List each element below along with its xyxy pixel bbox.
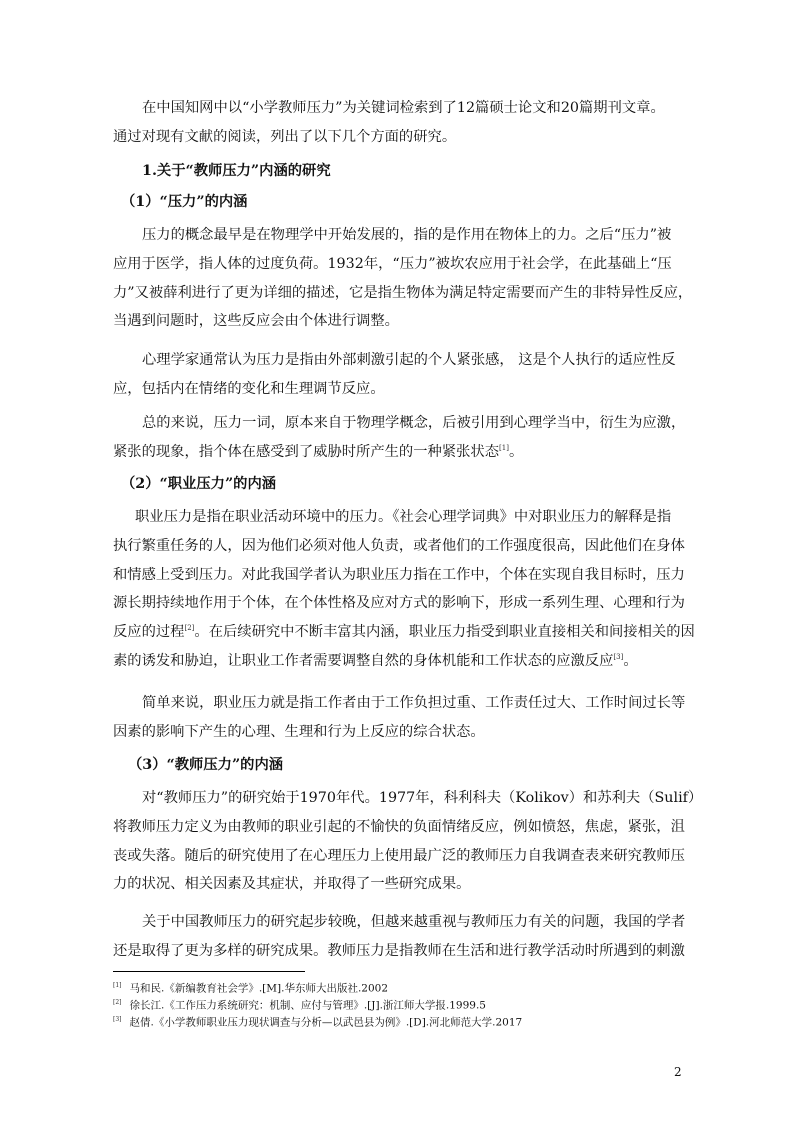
stress-paragraph-1 xyxy=(113,221,693,336)
text-line: 通过对现有文献的阅读，列出了以下几个方面的研究。 xyxy=(113,128,457,145)
text-fragment: 素的诱发和胁迫，让职业工作者需要调整自然的身体机能和工作状态的应激反应 xyxy=(113,652,614,669)
section-heading: 1.关于“教师压力”内涵的研究 xyxy=(142,163,331,179)
text-line: 压力的概念最早是在物理学中开始发展的，指的是作用在物体上的力。之后“压力”被 xyxy=(142,227,672,243)
text-line: 关于中国教师压力的研究起步较晚，但越来越重视与教师压力有关的问题，我国的学者 xyxy=(142,914,686,930)
subsection-heading-stress: （1）“压力”的内涵 xyxy=(121,194,248,210)
text-line: 对“教师压力”的研究始于1970年代。1977年，科利科夫（Kolikov）和苏利夫（Sulif） xyxy=(142,790,703,806)
text-line: 因素的影响下产生的心理、生理和行为上反应的综合状态。 xyxy=(113,723,485,740)
footnote-text: 徐长江.《工作压力系统研究：机制、应付与管理》.[J].浙江师大学报.1999.5 xyxy=(129,999,486,1012)
text-line: 当遇到问题时，这些反应会由个体进行调整。 xyxy=(113,313,399,330)
text-line: 应，包括内在情绪的变化和生理调节反应。 xyxy=(113,380,385,397)
stress-paragraph-3 xyxy=(113,409,686,467)
teacher-stress-paragraph-1 xyxy=(113,784,703,899)
footnote xyxy=(113,1012,522,1031)
text-fragment: 反应的过程 xyxy=(113,624,185,641)
footnote-separator xyxy=(113,971,305,972)
subsection-heading-teacher-stress: （3）“教师压力”的内涵 xyxy=(128,757,284,773)
text-line xyxy=(113,618,695,647)
text-line: 执行繁重任务的人，因为他们必须对他人负责，或者他们的工作强度很高，因此他们在身体 xyxy=(113,537,685,554)
page-number: 2 xyxy=(674,1065,682,1079)
text-line: 总的来说，压力一词，原本来自于物理学概念，后被引用到心理学当中，衍生为应激， xyxy=(142,415,686,431)
citation-ref: [3] xyxy=(613,653,624,662)
footnote-mark: [1] xyxy=(113,982,122,989)
text-line: 职业压力是指在职业活动环境中的压力。《社会心理学词典》中对职业压力的解释是指 xyxy=(135,509,672,525)
stress-paragraph-2 xyxy=(113,346,683,404)
text-line: 力的状况、相关因素及其症状，并取得了一些研究成果。 xyxy=(113,876,471,893)
text-line xyxy=(113,438,683,467)
job-stress-paragraph-1 xyxy=(113,503,695,676)
footnote-mark: [3] xyxy=(113,1016,122,1023)
job-stress-paragraph-2 xyxy=(113,689,686,747)
citation-ref: [2] xyxy=(184,624,195,633)
text-line: 应用于医学，指人体的过度负荷。1932年，“压力”被坎农应用于社会学，在此基础上“压 xyxy=(113,255,672,272)
text-fragment: 紧张的现象，指个体在感受到了威胁时所产生的一种紧张状态 xyxy=(113,443,500,460)
footnote-mark: [2] xyxy=(113,999,122,1006)
footnote xyxy=(113,978,388,997)
footnote-text: 马和民.《新编教育社会学》.[M].华东师大出版社.2002 xyxy=(129,982,389,995)
text-line: 心理学家通常认为压力是指由外部刺激引起的个人紧张感， 这是个人执行的适应性反 xyxy=(142,352,676,368)
intro-paragraph xyxy=(113,94,683,152)
text-fragment: 。 xyxy=(623,652,638,669)
text-line: 在中国知网中以“小学教师压力”为关键词检索到了12篇硕士论文和20篇期刊文章。 xyxy=(142,100,665,116)
citation-ref: [1] xyxy=(499,444,509,453)
text-line: 还是取得了更为多样的研究成果。教师压力是指教师在生活和进行教学活动时所遇到的刺激 xyxy=(113,942,685,959)
text-fragment: 。 xyxy=(508,443,524,460)
footnote xyxy=(113,995,486,1014)
text-fragment: 。在后续研究中不断丰富其内涵，职业压力指受到职业直接相关和间接相关的因 xyxy=(194,624,695,641)
teacher-stress-paragraph-2 xyxy=(113,908,686,966)
text-line: 源长期持续地作用于个体，在个体性格及应对方式的影响下，形成一系列生理、心理和行为 xyxy=(113,595,685,612)
text-line xyxy=(113,647,683,676)
text-line: 和情感上受到压力。对此我国学者认为职业压力指在工作中，个体在实现自我目标时，压力 xyxy=(113,566,685,583)
text-line: 将教师压力定义为由教师的职业引起的不愉快的负面情绪反应，例如愤怒，焦虑，紧张，沮 xyxy=(113,818,685,835)
footnote-text: 赵倩.《小学教师职业压力现状调查与分析—以武邑县为例》.[D].河北师范大学.2017 xyxy=(129,1016,523,1029)
text-line: 力”又被薛利进行了更为详细的描述，它是指生物体为满足特定需要而产生的非特异性反应， xyxy=(113,284,693,301)
subsection-heading-job-stress: （2）“职业压力”的内涵 xyxy=(121,476,277,492)
text-line: 丧或失落。随后的研究使用了在心理压力上使用最广泛的教师压力自我调查表来研究教师压 xyxy=(113,847,685,864)
text-line: 简单来说，职业压力就是指工作者由于工作负担过重、工作责任过大、工作时间过长等 xyxy=(142,695,686,711)
